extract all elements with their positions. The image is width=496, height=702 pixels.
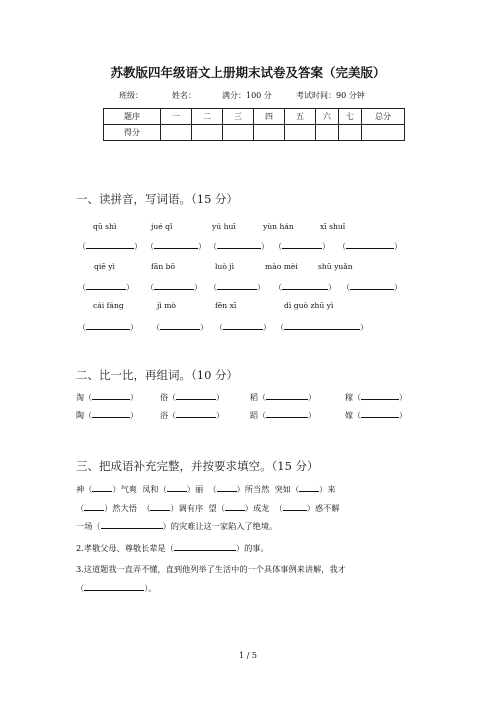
answer-blank[interactable] [92, 483, 112, 492]
table-cell: 题序 [104, 109, 161, 125]
answer-blank[interactable] [101, 520, 163, 529]
answer-blank[interactable] [150, 502, 170, 511]
score-table [103, 108, 405, 141]
answer-blank[interactable]: （ ） [215, 323, 271, 332]
table-cell: 得分 [104, 125, 161, 141]
answer-blank[interactable]: （ ） [342, 283, 402, 292]
char: 淘 [76, 393, 84, 402]
question-1 [76, 520, 277, 532]
table-cell: 三 [223, 109, 254, 125]
char: 浴 [160, 411, 168, 420]
score-cell[interactable] [161, 125, 192, 141]
answer-blank[interactable] [299, 483, 319, 492]
idiom-line-2 [76, 502, 340, 514]
pinyin: mào mèi [265, 262, 298, 271]
answer-blank[interactable] [266, 409, 308, 418]
score-cell[interactable] [285, 125, 316, 141]
answer-blank[interactable] [167, 483, 187, 492]
pinyin: jì mò [157, 301, 176, 310]
compare-item: 陶（ ） [76, 411, 138, 420]
idiom-text: ）成龙 [244, 503, 270, 513]
pinyin: jué qǐ [151, 222, 173, 231]
answer-blank[interactable]: （ ） [78, 242, 142, 251]
answer-blank[interactable]: （ ） [276, 323, 368, 332]
pinyin: luò jì [215, 262, 235, 271]
score-cell[interactable] [362, 125, 405, 141]
page-number: 1 / 5 [239, 651, 257, 660]
compare-item: 俗（ ） [160, 393, 224, 402]
idiom-text: 凤和（ [142, 484, 167, 494]
table-cell: 七 [339, 109, 362, 125]
idiom-text: （ [76, 503, 85, 513]
page-title: 苏教版四年级语文上册期末试卷及答案（完美版） [110, 65, 386, 80]
score-cell[interactable] [339, 125, 362, 141]
answer-blank[interactable]: （ ） [209, 283, 265, 292]
question-3-answer [76, 582, 156, 594]
idiom-text: ）来 [319, 484, 336, 494]
answer-blank[interactable] [84, 582, 144, 591]
score-cell[interactable] [223, 125, 254, 141]
table-cell: 五 [285, 109, 316, 125]
compare-item: 稻（ ） [250, 393, 316, 402]
pinyin: cái fáng [93, 301, 124, 310]
pinyin: qiē yì [94, 262, 115, 271]
full-score-label: 满分：100 分 [222, 91, 272, 100]
pinyin: dì guò zhū yì [284, 301, 334, 310]
pinyin: fān bō [151, 262, 176, 271]
answer-blank[interactable] [361, 409, 399, 418]
score-cell[interactable] [316, 125, 339, 141]
answer-blank[interactable] [225, 502, 245, 511]
score-table-score-row [104, 125, 405, 141]
section-2-heading: 二、比一比，再组词。（10 分） [76, 368, 239, 382]
pinyin: shū yuǎn [318, 262, 353, 271]
answer-blank[interactable] [361, 391, 399, 400]
table-cell: 二 [192, 109, 223, 125]
answer-blank[interactable] [176, 409, 216, 418]
answer-blank[interactable] [283, 502, 307, 511]
answer-blank[interactable] [266, 391, 308, 400]
question-text: ）。 [144, 583, 157, 593]
question-text: 2.孝敬父母、尊敬长辈是（ [76, 543, 174, 553]
question-text: （ [76, 583, 85, 593]
idiom-text: ）调有序 [170, 503, 204, 513]
answer-blank[interactable]: （ ） [78, 283, 134, 292]
idiom-text: ）丽 [186, 484, 204, 494]
question-3: 3.这道题我一直弄不懂，直到他列举了生活中的一个具体事例来讲解，我才 [76, 564, 346, 574]
section-3-heading: 三、把成语补充完整，并按要求填空。（15 分） [76, 459, 319, 473]
idiom-line-1 [76, 483, 336, 495]
table-cell: 一 [161, 109, 192, 125]
answer-blank[interactable]: （ ） [338, 242, 402, 251]
answer-blank[interactable]: （ ） [146, 283, 202, 292]
char: 嫁 [345, 411, 353, 420]
question-text: 一场（ [76, 521, 101, 531]
answer-blank[interactable] [84, 502, 104, 511]
char: 蹈 [250, 411, 258, 420]
table-cell: 四 [254, 109, 285, 125]
question-text: ）的事。 [235, 543, 269, 553]
name-label: 姓名： [172, 91, 196, 100]
answer-blank[interactable] [174, 542, 236, 551]
table-cell: 总分 [362, 109, 405, 125]
question-2 [76, 542, 269, 554]
compare-item: 稼（ ） [345, 393, 407, 402]
section-1-heading: 一、读拼音，写词语。（15 分） [76, 192, 239, 206]
exam-time-label: 考试时间：90 分钟 [296, 91, 365, 100]
pinyin: yùn hán [263, 222, 294, 231]
answer-blank[interactable]: （ ） [274, 242, 330, 251]
idiom-text: ）然大悟 [104, 503, 137, 513]
idiom-text: （ [274, 503, 283, 513]
idiom-text: ）惑不解 [306, 503, 340, 513]
answer-blank[interactable] [217, 483, 237, 492]
answer-blank[interactable] [92, 391, 130, 400]
idiom-text: （ [142, 503, 151, 513]
answer-blank[interactable]: （ ） [146, 242, 206, 251]
idiom-text: 突如（ [274, 484, 300, 494]
answer-blank[interactable] [92, 409, 130, 418]
compare-item: 蹈（ ） [250, 411, 316, 420]
answer-blank[interactable] [176, 391, 216, 400]
char: 稻 [250, 393, 258, 402]
score-table-header-row [104, 109, 405, 125]
idiom-text: ）所当然 [236, 484, 270, 494]
answer-blank[interactable]: （ ） [274, 283, 336, 292]
compare-item: 淘（ ） [76, 393, 138, 402]
idiom-text: ）气爽 [112, 484, 137, 494]
idiom-text: 神（ [76, 484, 93, 494]
compare-item: 浴（ ） [160, 411, 224, 420]
compare-item: 嫁（ ） [345, 411, 407, 420]
char: 陶 [76, 411, 84, 420]
idiom-text: 望（ [208, 503, 225, 513]
answer-blank[interactable]: （ ） [78, 323, 138, 332]
pinyin: yú huī [212, 222, 236, 231]
score-cell[interactable] [254, 125, 285, 141]
answer-blank[interactable]: （ ） [209, 242, 269, 251]
answer-blank[interactable]: （ ） [152, 323, 208, 332]
class-label: 班级： [119, 91, 143, 100]
char: 稼 [345, 393, 353, 402]
pinyin: fēn xī [215, 301, 237, 310]
question-text: ）的灾难让这一家陷入了绝境。 [162, 521, 278, 531]
pinyin: qū shì [93, 222, 117, 231]
pinyin: xī shuǐ [320, 222, 346, 231]
table-cell: 六 [316, 109, 339, 125]
score-cell[interactable] [192, 125, 223, 141]
idiom-text: （ [208, 484, 217, 494]
char: 俗 [160, 393, 168, 402]
